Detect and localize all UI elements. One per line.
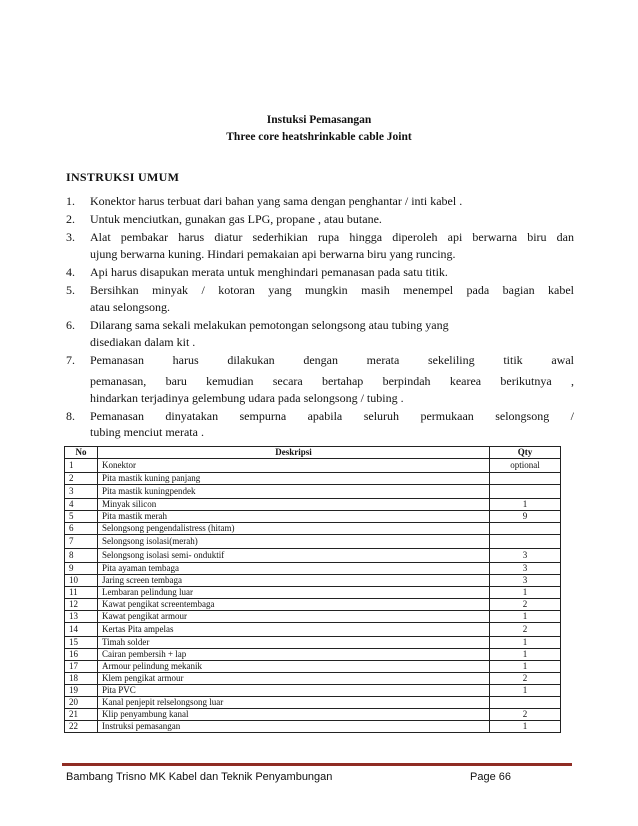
table-row [65,649,561,661]
row-quantity: 1 [490,637,561,649]
row-number: 22 [65,721,98,733]
row-description: Klem pengikat armour [98,673,490,685]
item-text-line: Dilarang sama sekali melakukan pemotongan selongsong atau tubing yang [90,318,449,333]
row-number: 18 [65,673,98,685]
row-description: Kawat pengikat screentembaga [98,599,490,611]
row-description: Kanal penjepit relselongsong luar [98,697,490,709]
instruction-list [66,193,574,443]
table-header-row [65,447,561,459]
row-quantity: 1 [490,649,561,661]
table-row [65,587,561,599]
row-description: Jaring screen tembaga [98,575,490,587]
row-description: Pita mastik kuningpendek [98,485,490,499]
table-row [65,459,561,473]
row-description: Selongsong pengendalistress (hitam) [98,523,490,535]
table-row [65,599,561,611]
column-header-description: Deskripsi [98,447,490,459]
row-number: 4 [65,499,98,511]
row-quantity: 1 [490,587,561,599]
row-number: 14 [65,623,98,637]
row-number: 21 [65,709,98,721]
row-number: 1 [65,459,98,473]
item-text-line: ujung berwarna kuning. Hindari pemakaian api berwarna biru yang runcing. [90,246,456,261]
table-row [65,563,561,575]
document-subtitle: Three core heatshrinkable cable Joint [226,131,412,143]
list-item [66,408,574,442]
item-text-line: disediakan dalam kit . [90,334,196,349]
table-row [65,623,561,637]
list-item [66,229,574,263]
list-item [66,264,574,281]
row-quantity: 3 [490,575,561,587]
item-text-line: hindarkan terjadinya gelembung udara pada selongsong / tubing . [90,390,404,405]
item-text-line: Bersihkan minyak / kotoran yang mungkin masih menempel pada bagian kabel [90,283,574,298]
row-description: Konektor [98,459,490,473]
row-quantity: optional [490,459,561,473]
section-heading: INSTRUKSI UMUM [66,170,180,184]
item-text: Untuk menciutkan, gunakan gas LPG, propane , atau butane. [90,212,382,227]
table-row [65,523,561,535]
row-number: 9 [65,563,98,575]
item-number: 2. [66,212,75,227]
item-text-line: Pemanasan harus dilakukan dengan merata sekeliling titik awal [90,352,574,367]
item-text-line: pemanasan, baru kemudian secara bertahap berpindah kearea berikutnya , [90,373,574,388]
item-number: 3. [66,230,75,245]
row-description: Selongsong isolasi semi- onduktif [98,549,490,563]
row-description: Pita mastik kuning panjang [98,473,490,485]
row-number: 13 [65,611,98,623]
column-header-qty: Qty [490,447,561,459]
table-row [65,499,561,511]
row-description: Cairan pembersih + lap [98,649,490,661]
row-number: 19 [65,685,98,697]
item-text: Konektor harus terbuat dari bahan yang sama dengan penghantar / inti kabel . [90,194,463,208]
item-number: 4. [66,265,75,280]
table-row [65,685,561,697]
table-row [65,637,561,649]
footer-divider [62,763,572,766]
column-header-no: No [65,447,98,459]
table-row [65,535,561,549]
item-text-line: Pemanasan dinyatakan sempurna apabila seluruh permukaan selongsong / [90,408,574,423]
row-description: Instruksi pemasangan [98,721,490,733]
row-description: Timah solder [98,637,490,649]
row-description: Pita ayaman tembaga [98,563,490,575]
item-text-line: Alat pembakar harus diatur sederhikian rupa hingga diperoleh api berwarna biru dan [90,230,574,245]
list-item [66,193,574,210]
item-text: Api harus disapukan merata untuk menghindari pemanasan pada satu titik. [90,265,448,280]
table-row [65,661,561,673]
list-item [66,317,574,351]
document-title: Instuksi Pemasangan [266,114,372,126]
table-row [65,721,561,733]
row-number: 16 [65,649,98,661]
row-number: 8 [65,549,98,563]
item-text-line: tubing menciut merata . [90,425,204,440]
row-number: 6 [65,523,98,535]
item-number: 1. [66,194,75,208]
row-description: Pita mastik merah [98,511,490,523]
row-number: 17 [65,661,98,673]
row-quantity: 3 [490,563,561,575]
row-description: Armour pelindung mekanik [98,661,490,673]
row-quantity [490,535,561,549]
components-table [64,446,561,733]
row-quantity: 2 [490,673,561,685]
list-item [66,211,574,228]
item-number: 5. [66,283,75,298]
row-description: Lembaran pelindung luar [98,587,490,599]
table-row [65,709,561,721]
table-row [65,611,561,623]
row-quantity: 1 [490,661,561,673]
row-quantity: 1 [490,611,561,623]
list-item [66,352,574,406]
table-row [65,697,561,709]
row-number: 2 [65,473,98,485]
row-quantity: 9 [490,511,561,523]
row-number: 15 [65,637,98,649]
row-description: Kawat pengikat armour [98,611,490,623]
row-number: 11 [65,587,98,599]
table-row [65,575,561,587]
row-description: Pita PVC [98,685,490,697]
row-number: 3 [65,485,98,499]
row-description: Kertas Pita ampelas [98,623,490,637]
row-description: Klip penyambung kanal [98,709,490,721]
row-quantity [490,697,561,709]
row-quantity [490,485,561,499]
row-description: Selongsong isolasi(merah) [98,535,490,549]
row-number: 20 [65,697,98,709]
page-number: Page 66 [470,771,511,783]
row-quantity [490,523,561,535]
item-number: 7. [66,352,75,367]
row-quantity: 2 [490,623,561,637]
item-text-line: atau selongsong. [90,299,170,314]
row-number: 12 [65,599,98,611]
item-number: 6. [66,318,75,333]
row-description: Minyak silicon [98,499,490,511]
row-number: 5 [65,511,98,523]
row-number: 7 [65,535,98,549]
list-item [66,282,574,316]
table-row [65,673,561,685]
row-quantity: 1 [490,721,561,733]
footer-title: Bambang Trisno MK Kabel dan Teknik Penyambungan [66,771,333,783]
table-row [65,549,561,563]
table-row [65,473,561,485]
row-number: 10 [65,575,98,587]
row-quantity: 1 [490,499,561,511]
table-row [65,511,561,523]
row-quantity: 2 [490,709,561,721]
table-row [65,485,561,499]
row-quantity: 3 [490,549,561,563]
row-quantity [490,473,561,485]
row-quantity: 1 [490,685,561,697]
item-number: 8. [66,408,75,423]
row-quantity: 2 [490,599,561,611]
